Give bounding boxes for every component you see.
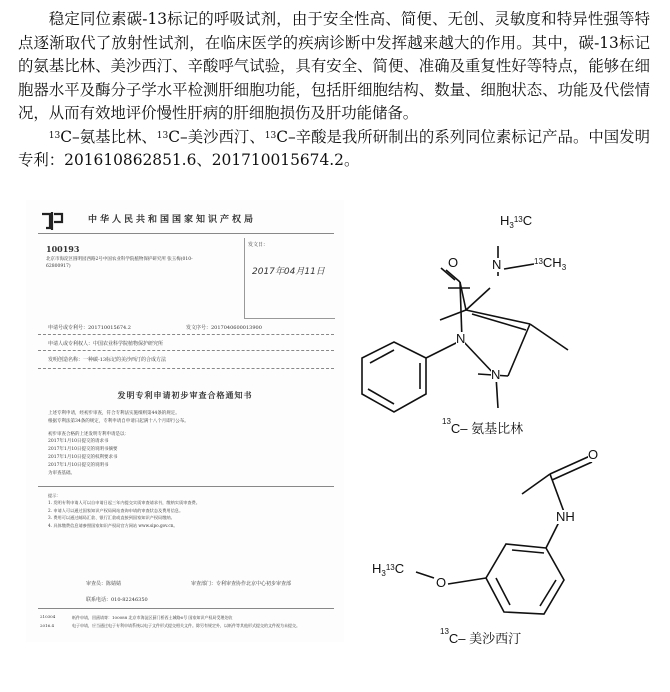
divider	[38, 350, 334, 351]
divider	[38, 368, 334, 369]
notice-title: 发明专利申请初步审查合格通知书	[117, 390, 253, 400]
examiner: 审查员：陈婧婧	[86, 581, 122, 587]
contact-phone: 联系电话：010-82246350	[86, 597, 148, 603]
atom-h3c-13: $H_3^{13}C$	[500, 214, 532, 233]
atom-carbonyl-o: O	[588, 447, 599, 462]
paragraph-1: 稳定同位素碳-13标记的呼吸试剂，由于安全性高、简便、无创、灵敏度和特异性强等特点逐渐取代了放射性试剂，在临床医学的疾病诊断中发挥越来越大的作用。其中，碳-13标记的氨基比林、美沙西汀、辛酸呼气试验，具有安全、简便、准确及重复性好等特点，能够在细胞器水平及酶分子学水平检测肝细胞功能，包括肝细胞结构、数量、细胞状态、功能及代偿情况，从而有效地评价慢性肝病的肝细胞损伤及肝功能储备。	[18, 10, 650, 122]
patent-office-logo-icon	[40, 210, 64, 232]
zip-code: 100193	[46, 244, 80, 254]
intro-text	[18, 8, 650, 173]
divider	[38, 486, 334, 487]
divider	[38, 608, 334, 609]
application-number: 申请号或专利号：201710015674.2	[48, 325, 131, 331]
paragraph-2: $^{13}$C–氨基比林、$^{13}$C–美沙西汀、$^{13}$C–辛酸是我所研制出的系列同位素标记产品。中国发明专利：201610862851.6、201710015674.2。	[18, 127, 650, 169]
atom-h3c-13: $H_3^{13}C$	[372, 562, 404, 581]
atom-ch3-13: $^{13}CH_3$	[534, 256, 566, 275]
bond	[504, 264, 534, 269]
invention-name: 发明创造名称：一种碳-13标记的美沙西汀的合成方法	[48, 357, 167, 363]
caption-methacetin: $^{13}$C– 美沙西汀	[440, 627, 522, 646]
atom-ether-o: O	[436, 575, 447, 590]
atom-carbonyl-o: O	[448, 255, 459, 270]
notice-body: 上述专利申请，经初步审查，符合专利法实施细则第44条的规定。 根据专利法第34条的规定，专利申请自申请日起满十八个月即行公布。 初步审查合格的上述发明专利申请是以： 2017年1月10日提交的请求书 2017年1月10日提交的说明书摘要 2017年1月10日提交的权利要求书 2017年1月10日提交的说明书 为审查基础。	[48, 411, 189, 476]
review-department: 审查部门：专利审查协作北京中心初步审查部	[191, 581, 292, 587]
atom-n1: N	[456, 331, 466, 346]
date-box	[244, 238, 335, 319]
caption-aminopyrine: $^{13}$C– 氨基比林	[442, 417, 524, 436]
notice-notes: 提示： 1. 发明专利申请人可以自申请日起三年内提交实质审查请求书，缴纳实质审查费。 2. 申请人可以通过国家知识产权局网站查询申请的审查状态及费用信息。 3. 费用可以通过邮局汇款、银行汇款或直接到国家知识产权局缴纳。 4. 具体缴费信息请参照国家知识产权局官方网站 www.sipo.gov.cn。	[48, 493, 200, 528]
patent-notice-image	[26, 200, 344, 642]
footer-address: 纸件申请，回函请寄：100088 北京市海淀区蓟门桥西土城路6号 国家知识产权局受理处收 电子申请，应当通过电子专利申请系统以电子文件形式提交相关文件。除另有规定外，以纸件等其他形式提交的文件视为未提交。	[72, 615, 300, 628]
chemical-structures	[350, 200, 660, 660]
handwritten-date: 2017年04月11日	[252, 267, 325, 277]
atom-n-dimethyl: N	[492, 257, 502, 272]
divider	[38, 233, 334, 234]
atom-nh: NH	[556, 509, 575, 524]
office-name: 中华人民共和国国家知识产权局	[88, 215, 257, 225]
divider	[38, 334, 334, 335]
form-date: 2016.4	[40, 623, 54, 628]
document-serial: 发文序号：2017040600013900	[186, 325, 262, 331]
applicant: 申请人或专利权人：中国农业科学院植物保护研究所	[48, 341, 164, 347]
atom-n2: N	[491, 367, 501, 382]
date-label: 发文日：	[248, 242, 269, 248]
form-code: 210304	[40, 614, 56, 619]
recipient-address: 北京市海淀区圆明园西路2号中国农业科学院植物保护研究所 张玉梅(010-62800917)	[46, 257, 193, 269]
